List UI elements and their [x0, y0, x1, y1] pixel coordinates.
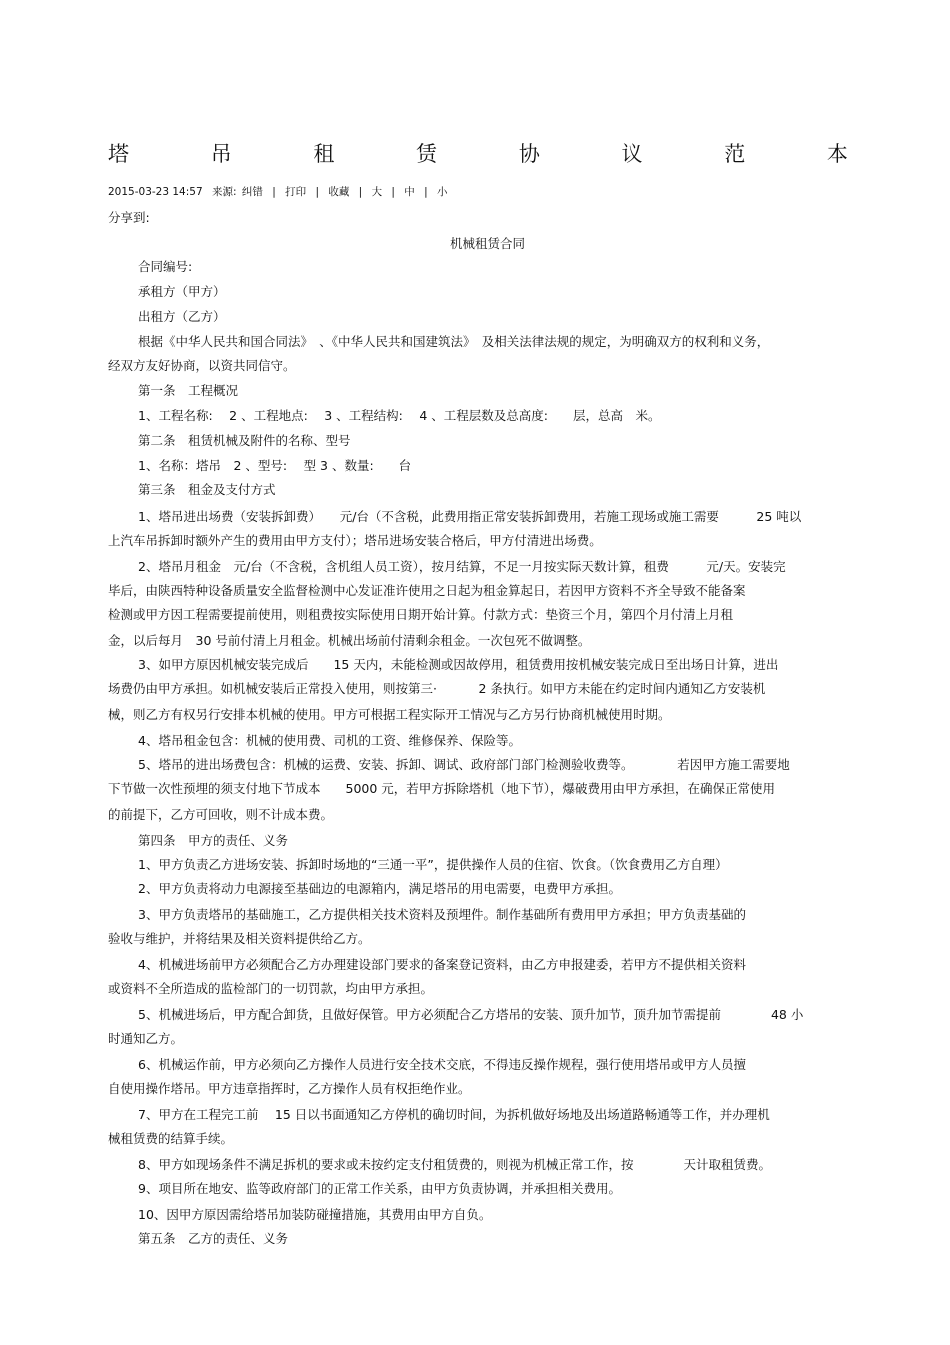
text-line: 下节做一次性预埋的须支付地下节成本 5000 元，若甲方拆除塔机（地下节），爆破费用由甲方承担，在确保正常使用 [108, 781, 776, 796]
title-char: 吊 [210, 142, 232, 166]
text-line: 出租方（乙方） [138, 309, 226, 324]
text-line: 第五条 乙方的责任、义务 [138, 1231, 289, 1246]
text-line: 合同编号: [138, 259, 193, 274]
article-meta [108, 184, 454, 199]
title-char: 范 [724, 142, 746, 166]
font-small-link[interactable]: 小 [437, 186, 448, 198]
title-char: 本 [826, 142, 848, 166]
text-line: 械租赁费的结算手续。 [108, 1131, 234, 1146]
text-line: 自使用操作塔吊。甲方违章指挥时，乙方操作人员有权拒绝作业。 [108, 1081, 471, 1096]
text-line: 第一条 工程概况 [138, 383, 239, 398]
text-line: 检测或甲方因工程需要提前使用，则租费按实际使用日期开始计算。付款方式：垫资三个月，第四个月付清上月租 [108, 607, 734, 622]
text-line: 6、机械运作前，甲方必须向乙方操作人员进行安全技术交底，不得违反操作规程，强行使用塔吊或甲方人员擅 [138, 1057, 746, 1072]
separator: | [358, 186, 363, 198]
text-line: 上汽车吊拆卸时额外产生的费用由甲方支付）；塔吊进场安装合格后，甲方付清进出场费。 [108, 533, 602, 548]
text-line: 9、项目所在地安、监等政府部门的正常工作关系，由甲方负责协调，并承担相关费用。 [138, 1181, 621, 1196]
text-line: 1、塔吊进出场费（安装拆卸费） 元/台（不含税，此费用指正常安装拆卸费用，若施工现场或施工需要 25 吨以 [138, 509, 802, 524]
text-line: 的前提下，乙方可回收，则不计成本费。 [108, 807, 334, 822]
favorite-link[interactable]: 收藏 [328, 186, 350, 198]
separator: | [424, 186, 428, 198]
publish-datetime: 2015-03-23 14:57 [108, 186, 203, 198]
font-medium-link[interactable]: 中 [404, 186, 415, 198]
text-line: 毕后，由陕西特种设备质量安全监督检测中心发证准许使用之日起为租金算起日，若因甲方资料不齐全导致不能备案 [108, 583, 746, 598]
text-line: 第三条 租金及支付方式 [138, 482, 276, 497]
text-line: 2、甲方负责将动力电源接至基础边的电源箱内，满足塔吊的用电需要，电费甲方承担。 [138, 881, 621, 896]
share-label: 分享到: [108, 210, 150, 225]
text-line: 时通知乙方。 [108, 1031, 184, 1046]
text-line: 第四条 甲方的责任、义务 [138, 833, 289, 848]
text-line: 4、塔吊租金包含：机械的使用费、司机的工资、维修保养、保险等。 [138, 733, 521, 748]
text-line: 验收与维护，并将结果及相关资料提供给乙方。 [108, 931, 371, 946]
report-error-link[interactable]: 纠错 [241, 186, 263, 198]
text-line: 2、塔吊月租金 元/台（不含税，含机组人员工资），按月结算，不足一月按实际天数计算，租费 元/天。安装完 [138, 559, 786, 574]
text-line: 5、机械进场后，甲方配合卸货，且做好保管。甲方必须配合乙方塔吊的安装、顶升加节，顶升加节需提前 48 小 [138, 1007, 804, 1022]
text-line: 3、甲方负责塔吊的基础施工，乙方提供相关技术资料及预埋件。制作基础所有费用甲方承担；甲方负责基础的 [138, 907, 746, 922]
text-line: 8、甲方如现场条件不满足拆机的要求或未按约定支付租赁费的，则视为机械正常工作，按 天计取租赁费。 [138, 1157, 771, 1172]
text-line: 或资料不全所造成的监检部门的一切罚款，均由甲方承担。 [108, 981, 434, 996]
text-line: 1、甲方负责乙方进场安装、拆卸时场地的“三通一平”，提供操作人员的住宿、饮食。（饮食费用乙方自理） [138, 857, 728, 872]
separator: | [272, 186, 276, 198]
text-line: 承租方（甲方） [138, 284, 226, 299]
text-line: 场费仍由甲方承担。如机械安装后正常投入使用，则按第三· 2 条执行。如甲方未能在约定时间内通知乙方安装机 [108, 681, 766, 696]
text-line: 10、因甲方原因需给塔吊加装防碰撞措施，其费用由甲方自负。 [138, 1207, 492, 1222]
print-link[interactable]: 打印 [285, 186, 307, 198]
text-line: 械，则乙方有权另行安排本机械的使用。甲方可根据工程实际开工情况与乙方另行协商机械使用时期。 [108, 707, 671, 722]
title-char: 赁 [416, 142, 438, 166]
separator: | [391, 186, 395, 198]
title-char: 议 [621, 142, 643, 166]
separator: | [315, 186, 319, 198]
title-char: 租 [313, 142, 335, 166]
text-line: 5、塔吊的进出场费包含：机械的运费、安装、拆卸、调试、政府部门部门检测验收费等。 若因甲方施工需要地 [138, 757, 790, 772]
text-line: 1、名称：塔吊 2 、型号: 型 3 、数量: 台 [138, 458, 412, 473]
source-label: 来源: [211, 186, 237, 198]
title-char: 塔 [108, 142, 129, 166]
text-line: 4、机械进场前甲方必须配合乙方办理建设部门要求的备案登记资料，由乙方申报建委，若甲方不提供相关资料 [138, 957, 746, 972]
document-title [108, 137, 848, 169]
text-line: 根据《中华人民共和国合同法》 、《中华人民共和国建筑法》 及相关法律法规的规定，为明确双方的权利和义务， [138, 334, 770, 349]
text-line: 1、工程名称: 2 、工程地点: 3 、工程结构: 4 、工程层数及总高度: 层，总高 米。 [138, 408, 661, 423]
text-line: 7、甲方在工程完工前 15 日以书面通知乙方停机的确切时间，为拆机做好场地及出场道路畅通等工作，并办理机 [138, 1107, 770, 1122]
text-line: 3、如甲方原因机械安装完成后 15 天内，未能检测或因故停用，租赁费用按机械安装完成日至出场日计算，进出 [138, 657, 779, 672]
title-char: 协 [518, 142, 540, 166]
text-line: 金，以后每月 30 号前付清上月租金。机械出场前付清剩余租金。一次包死不做调整。 [108, 633, 591, 648]
font-large-link[interactable]: 大 [371, 186, 383, 198]
contract-title: 机械租赁合同 [450, 236, 526, 251]
text-line: 第二条 租赁机械及附件的名称、型号 [138, 433, 351, 448]
text-line: 经双方友好协商，以资共同信守。 [108, 358, 296, 373]
